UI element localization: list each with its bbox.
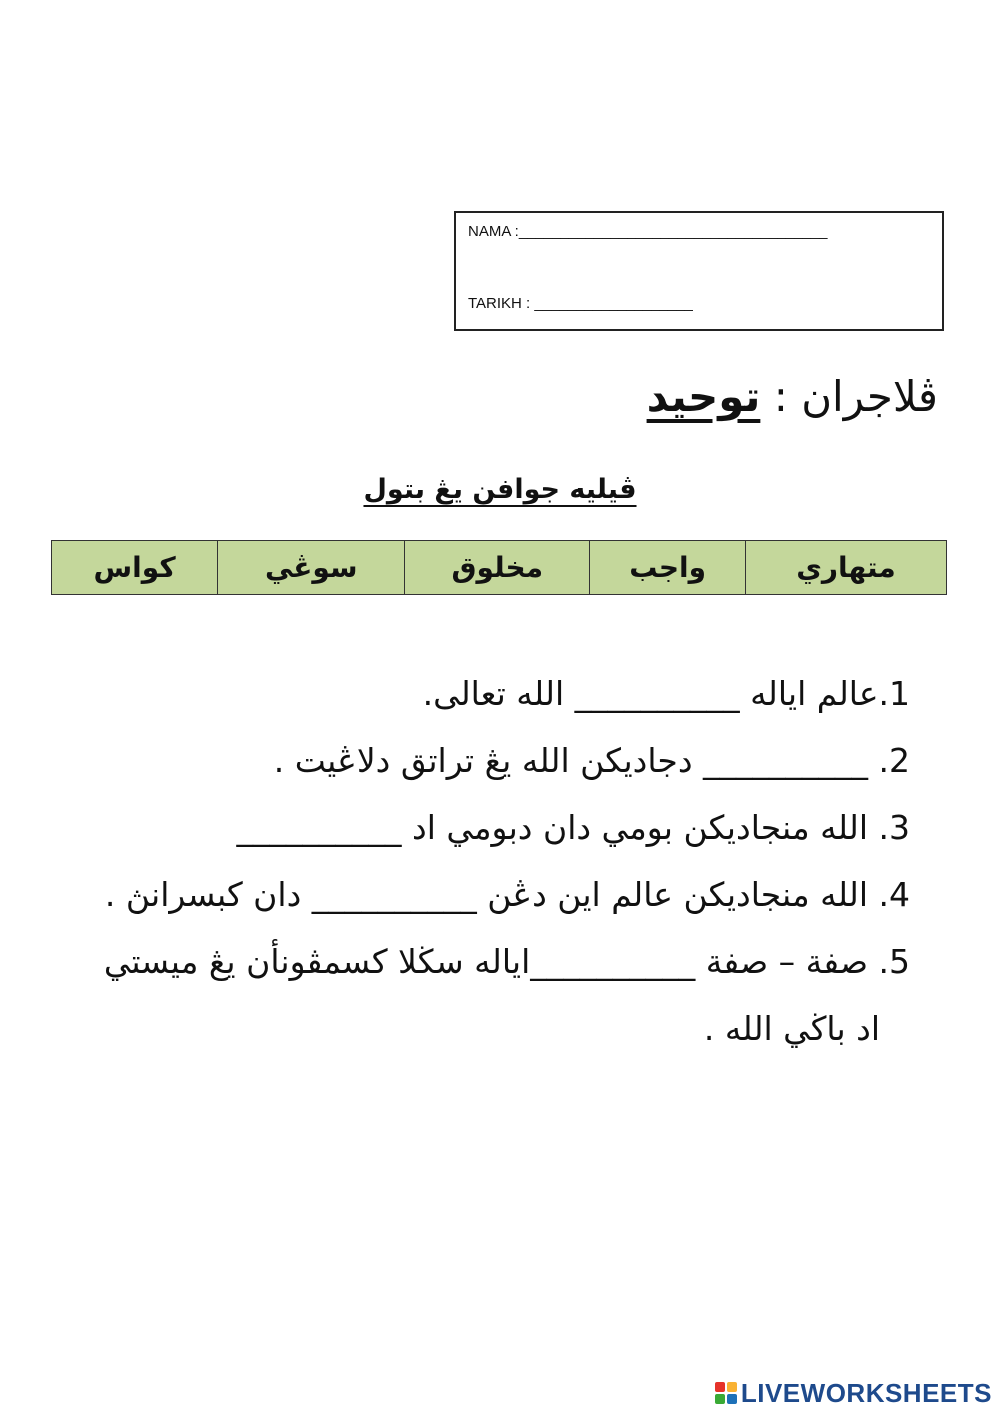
name-field[interactable]: NAMA :_____________________________________ [468, 223, 828, 240]
word-bank-item[interactable]: مخلوق [405, 541, 590, 595]
lesson-subject: توحيد [646, 372, 761, 421]
question-2: 2. __________ دجاديكن الله يڠ تراتق دلاڠيت . [273, 741, 910, 780]
question-3: 3. الله منجاديكن بومي دان دبومي اد __________ [236, 808, 910, 847]
logo-text: LIVEWORKSHEETS [740, 1377, 992, 1408]
liveworksheets-logo[interactable] [715, 1378, 992, 1408]
question-5: 5. صفة – صفة __________اياله سڬلا كسمڤونأن يڠ ميستي [103, 942, 910, 981]
word-bank-item[interactable]: كواس [52, 541, 218, 595]
word-bank-item[interactable]: سوڠي [218, 541, 405, 595]
question-4: 4. الله منجاديكن عالم اين دڠن __________ دان كبسرانڽ . [104, 875, 910, 914]
word-bank-item[interactable]: واجب [590, 541, 746, 595]
logo-square [727, 1394, 737, 1404]
question-list [104, 660, 910, 1062]
date-field[interactable]: TARIKH : ___________________ [468, 295, 693, 312]
instruction-heading: ڤيليه جوافن يڠ بتول [363, 474, 637, 505]
question-1: 1.عالم اياله __________ الله تعالى. [422, 674, 910, 713]
logo-square [715, 1382, 725, 1392]
logo-square [715, 1394, 725, 1404]
lesson-title [647, 372, 938, 421]
word-bank-table [51, 540, 947, 595]
student-info-box [454, 211, 944, 331]
logo-square [727, 1382, 737, 1392]
liveworksheets-logo-icon [715, 1382, 737, 1404]
word-bank-item[interactable]: متهاري [745, 541, 946, 595]
question-5-continuation: اد باڬي الله . [703, 1009, 880, 1048]
lesson-title-prefix: ڤلاجران : [760, 372, 938, 421]
